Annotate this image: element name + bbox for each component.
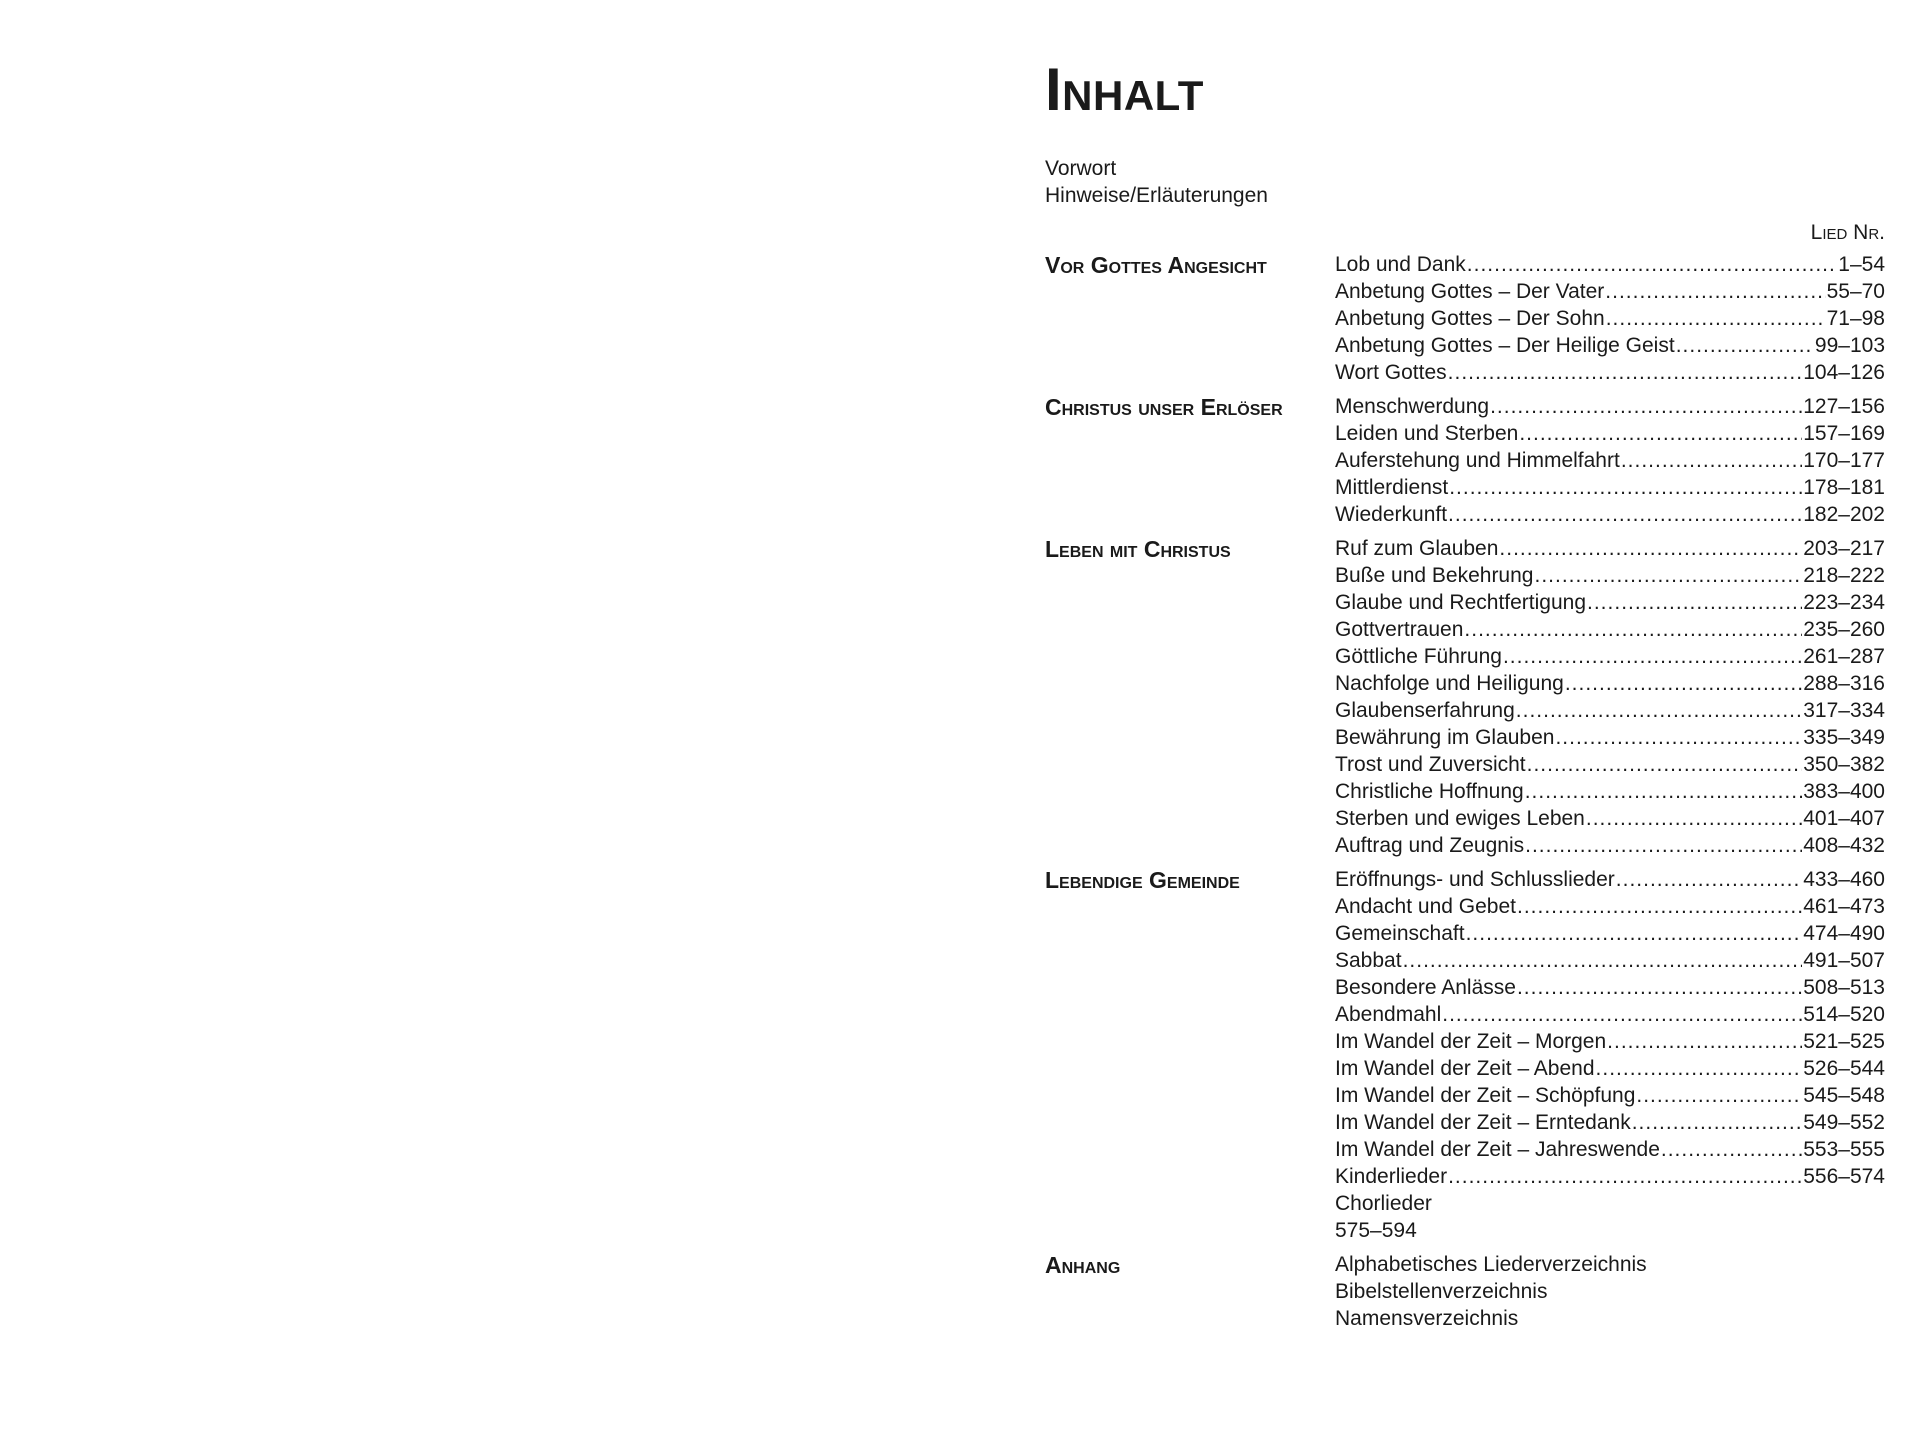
dot-leader [1555, 724, 1802, 751]
toc-entry[interactable] [1335, 920, 1885, 947]
trailing-entry[interactable]: Namensverzeichnis [1335, 1307, 1519, 1330]
trailing-entry[interactable]: Bibelstellenverzeichnis [1335, 1280, 1548, 1303]
entry-label: Auferstehung und Himmelfahrt [1335, 449, 1620, 472]
toc-entry[interactable] [1335, 332, 1885, 359]
toc-section [1045, 1251, 1885, 1332]
entry-label: Lob und Dank [1335, 253, 1466, 276]
dot-leader [1448, 501, 1802, 528]
toc-section [1045, 866, 1885, 1244]
entry-label: Menschwerdung [1335, 395, 1490, 418]
dot-leader [1605, 278, 1825, 305]
entry-range: 127–156 [1803, 395, 1885, 418]
dot-leader [1587, 589, 1802, 616]
entry-label: Christliche Hoffnung [1335, 780, 1524, 803]
entry-label: Anbetung Gottes – Der Sohn [1335, 307, 1605, 330]
entry-label: Im Wandel der Zeit – Erntedank [1335, 1111, 1631, 1134]
entry-label: Im Wandel der Zeit – Abend [1335, 1057, 1595, 1080]
toc-entry[interactable] [1335, 1055, 1885, 1082]
toc-entry[interactable] [1335, 893, 1885, 920]
dot-leader [1517, 893, 1802, 920]
trailing-entry[interactable]: Chorlieder [1335, 1192, 1432, 1215]
toc-entry[interactable] [1335, 974, 1885, 1001]
dot-leader [1467, 251, 1838, 278]
entry-label: Nachfolge und Heiligung [1335, 672, 1564, 695]
entry-label: Mittlerdienst [1335, 476, 1449, 499]
entry-range: 508–513 [1803, 976, 1885, 999]
toc-section [1045, 251, 1885, 386]
entry-range: 235–260 [1803, 618, 1885, 641]
toc-entry[interactable] [1335, 589, 1885, 616]
dot-leader [1676, 332, 1814, 359]
entry-range: 170–177 [1803, 449, 1885, 472]
toc-entry[interactable] [1335, 305, 1885, 332]
toc-section [1045, 393, 1885, 528]
entry-range: 261–287 [1803, 645, 1885, 668]
dot-leader [1661, 1136, 1802, 1163]
toc-entry[interactable] [1335, 778, 1885, 805]
entry-label: Leiden und Sterben [1335, 422, 1519, 445]
entry-label: Kinderlieder [1335, 1165, 1448, 1188]
entry-label: Im Wandel der Zeit – Schöpfung [1335, 1084, 1636, 1107]
toc-entry[interactable] [1335, 616, 1885, 643]
toc-entry[interactable] [1335, 1136, 1885, 1163]
entry-range: 474–490 [1803, 922, 1885, 945]
dot-leader [1490, 393, 1802, 420]
toc-entry[interactable] [1335, 805, 1885, 832]
dot-leader [1466, 920, 1803, 947]
toc-entry[interactable] [1335, 1028, 1885, 1055]
dot-leader [1527, 751, 1803, 778]
dot-leader [1525, 832, 1802, 859]
trailing-entry[interactable]: Alphabetisches Liederverzeichnis [1335, 1253, 1647, 1276]
toc-entry[interactable] [1335, 562, 1885, 589]
front-matter-item: Vorwort [1045, 157, 1117, 180]
toc-entry[interactable] [1335, 751, 1885, 778]
entry-range: 383–400 [1803, 780, 1885, 803]
entry-range: 401–407 [1803, 807, 1885, 830]
entry-label: Abendmahl [1335, 1003, 1442, 1026]
entry-range: 335–349 [1803, 726, 1885, 749]
section-entries [1335, 393, 1885, 528]
entry-label: Wort Gottes [1335, 361, 1447, 384]
trailing-entry[interactable]: 575–594 [1335, 1219, 1417, 1242]
entry-label: Gemeinschaft [1335, 922, 1465, 945]
dot-leader [1448, 359, 1803, 386]
dot-leader [1607, 1028, 1802, 1055]
section-entries [1335, 535, 1885, 859]
entry-label: Auftrag und Zeugnis [1335, 834, 1525, 857]
toc-section [1045, 535, 1885, 859]
toc-entry[interactable] [1335, 670, 1885, 697]
toc-entry[interactable] [1335, 832, 1885, 859]
section-entries [1335, 1251, 1885, 1332]
entry-range: 556–574 [1803, 1165, 1885, 1188]
entry-range: 157–169 [1803, 422, 1885, 445]
entry-range: 408–432 [1803, 834, 1885, 857]
toc-entry[interactable] [1335, 947, 1885, 974]
section-title: Lebendige Gemeinde [1045, 867, 1240, 893]
toc-entry[interactable] [1335, 278, 1885, 305]
section-title: Christus unser Erlöser [1045, 394, 1283, 420]
dot-leader [1499, 535, 1802, 562]
toc-entry[interactable] [1335, 251, 1885, 278]
page-title: Inhalt [1045, 56, 1204, 123]
entry-label: Andacht und Gebet [1335, 895, 1516, 918]
toc-entry[interactable] [1335, 393, 1885, 420]
toc-entry[interactable] [1335, 447, 1885, 474]
entry-label: Gottvertrauen [1335, 618, 1464, 641]
toc-entry[interactable] [1335, 420, 1885, 447]
entry-range: 526–544 [1803, 1057, 1885, 1080]
toc-entry[interactable] [1335, 724, 1885, 751]
dot-leader [1534, 562, 1802, 589]
toc-entry[interactable] [1335, 1109, 1885, 1136]
entry-range: 317–334 [1803, 699, 1885, 722]
toc-entry[interactable] [1335, 643, 1885, 670]
dot-leader [1519, 420, 1802, 447]
entry-range: 433–460 [1803, 868, 1885, 891]
dot-leader [1442, 1001, 1802, 1028]
entry-label: Sabbat [1335, 949, 1402, 972]
toc-entry[interactable] [1335, 474, 1885, 501]
entry-label: Im Wandel der Zeit – Morgen [1335, 1030, 1607, 1053]
entry-label: Glaubenserfahrung [1335, 699, 1515, 722]
dot-leader [1525, 778, 1803, 805]
entry-label: Eröffnungs- und Schlusslieder [1335, 868, 1615, 891]
toc-entry[interactable] [1335, 501, 1885, 528]
entry-label: Wiederkunft [1335, 503, 1448, 526]
entry-range: 218–222 [1803, 564, 1885, 587]
entry-range: 71–98 [1826, 307, 1885, 330]
entry-label: Anbetung Gottes – Der Vater [1335, 280, 1605, 303]
entry-label: Trost und Zuversicht [1335, 753, 1526, 776]
entry-range: 223–234 [1803, 591, 1885, 614]
dot-leader [1448, 1163, 1802, 1190]
toc-entry[interactable] [1335, 1001, 1885, 1028]
dot-leader [1516, 697, 1802, 724]
entry-range: 461–473 [1803, 895, 1885, 918]
entry-range: 553–555 [1803, 1138, 1885, 1161]
dot-leader [1503, 643, 1802, 670]
dot-leader [1403, 947, 1803, 974]
entry-range: 491–507 [1803, 949, 1885, 972]
dot-leader [1586, 805, 1802, 832]
toc-entry[interactable] [1335, 535, 1885, 562]
toc-page [1045, 55, 1885, 1339]
dot-leader [1606, 305, 1826, 332]
dot-leader [1596, 1055, 1803, 1082]
section-title: Anhang [1045, 1252, 1121, 1278]
entry-label: Besondere Anlässe [1335, 976, 1516, 999]
entry-range: 521–525 [1803, 1030, 1885, 1053]
front-matter [1045, 155, 1885, 209]
entry-range: 545–548 [1803, 1084, 1885, 1107]
entry-label: Im Wandel der Zeit – Jahreswende [1335, 1138, 1660, 1161]
entry-range: 182–202 [1803, 503, 1885, 526]
entry-label: Bewährung im Glauben [1335, 726, 1555, 749]
toc-sections [1045, 251, 1885, 1332]
entry-label: Anbetung Gottes – Der Heilige Geist [1335, 334, 1675, 357]
entry-range: 55–70 [1826, 280, 1885, 303]
dot-leader [1464, 616, 1802, 643]
dot-leader [1632, 1109, 1803, 1136]
entry-label: Ruf zum Glauben [1335, 537, 1499, 560]
section-title: Vor Gottes Angesicht [1045, 252, 1267, 278]
entry-range: 99–103 [1814, 334, 1885, 357]
dot-leader [1517, 974, 1802, 1001]
entry-range: 350–382 [1803, 753, 1885, 776]
toc-entry[interactable] [1335, 866, 1885, 893]
entry-range: 549–552 [1803, 1111, 1885, 1134]
front-matter-item: Hinweise/Erläuterungen [1045, 184, 1268, 207]
section-entries [1335, 251, 1885, 386]
section-title: Leben mit Christus [1045, 536, 1231, 562]
toc-entry[interactable] [1335, 1163, 1885, 1190]
section-entries [1335, 866, 1885, 1244]
column-header: Lied Nr. [1810, 221, 1885, 244]
toc-entry[interactable] [1335, 1082, 1885, 1109]
entry-range: 203–217 [1803, 537, 1885, 560]
dot-leader [1636, 1082, 1802, 1109]
entry-range: 178–181 [1803, 476, 1885, 499]
dot-leader [1449, 474, 1802, 501]
entry-range: 288–316 [1803, 672, 1885, 695]
entry-label: Göttliche Führung [1335, 645, 1502, 668]
entry-label: Sterben und ewiges Leben [1335, 807, 1585, 830]
dot-leader [1621, 447, 1802, 474]
dot-leader [1565, 670, 1802, 697]
entry-range: 104–126 [1803, 361, 1885, 384]
entry-label: Glaube und Rechtfertigung [1335, 591, 1587, 614]
dot-leader [1616, 866, 1802, 893]
entry-range: 1–54 [1838, 253, 1885, 276]
entry-label: Buße und Bekehrung [1335, 564, 1534, 587]
toc-entry[interactable] [1335, 359, 1885, 386]
entry-range: 514–520 [1803, 1003, 1885, 1026]
toc-entry[interactable] [1335, 697, 1885, 724]
